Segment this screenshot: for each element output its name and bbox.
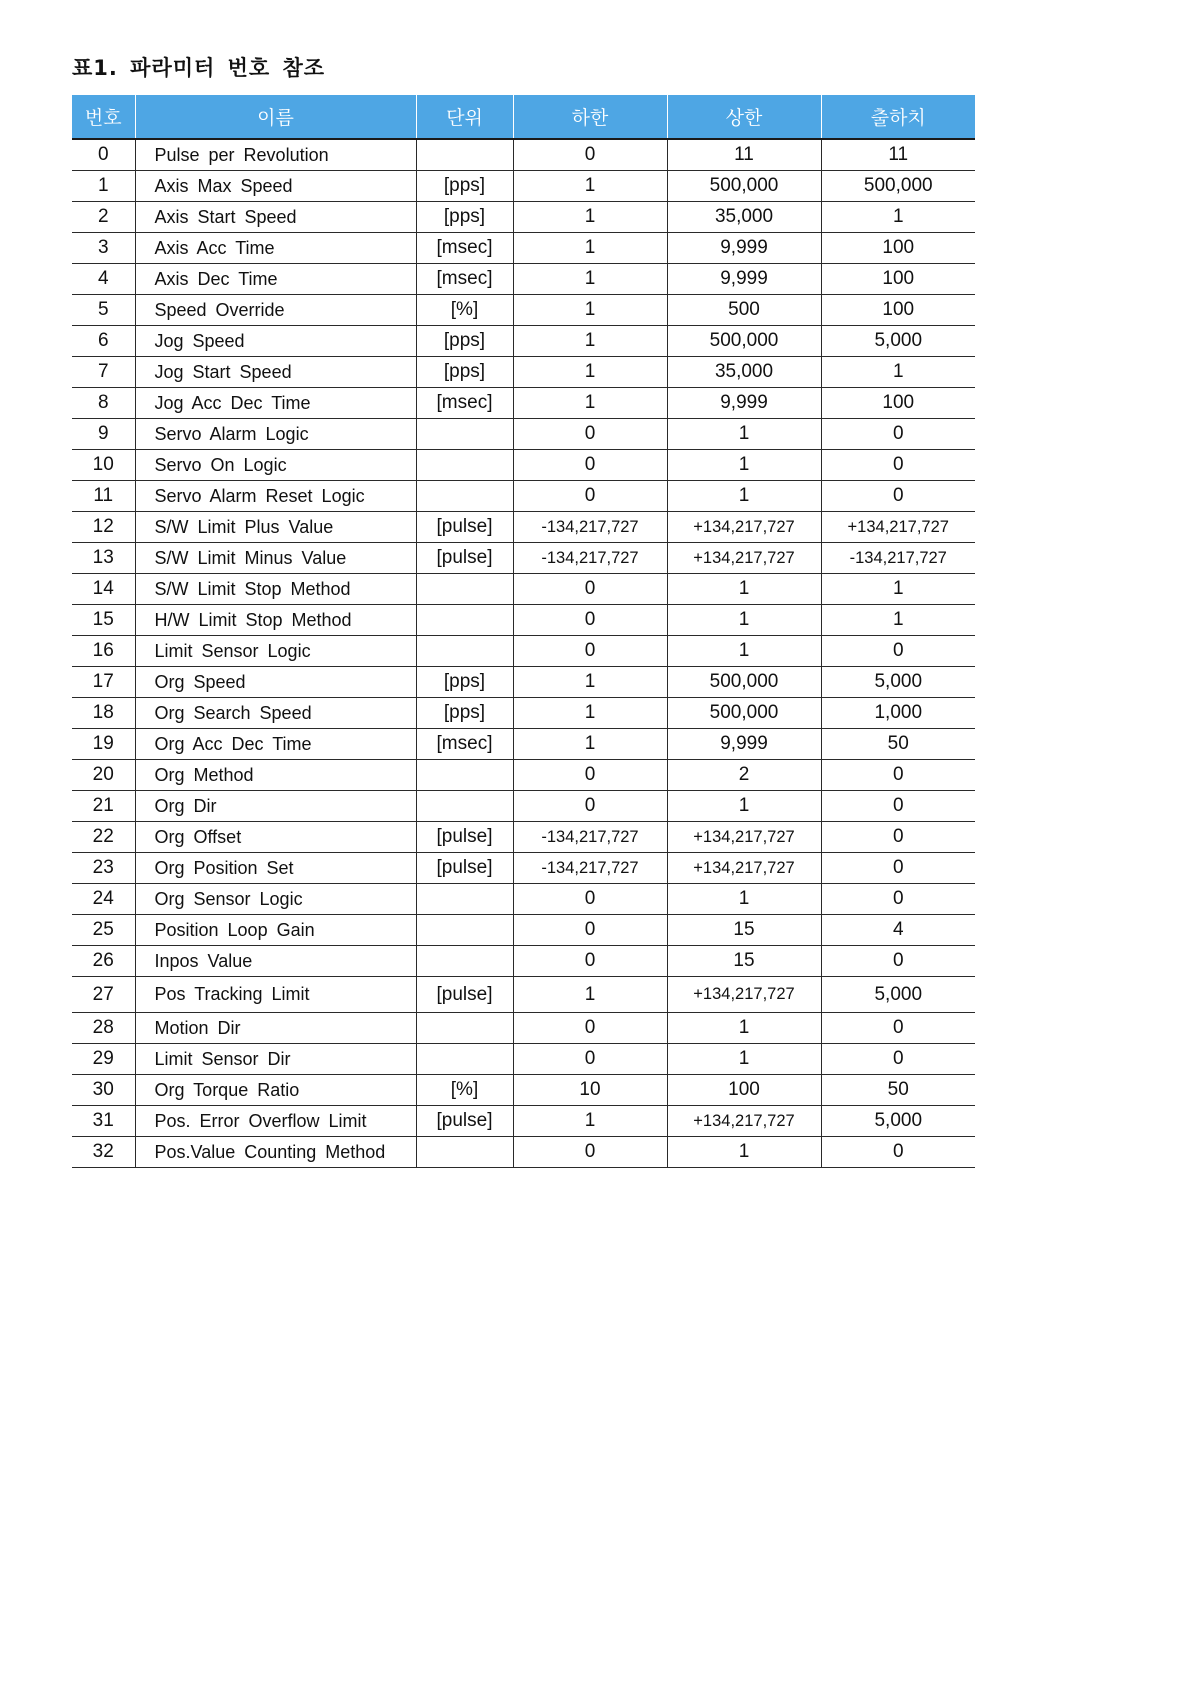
cell-max: 500 [667, 295, 821, 326]
cell-number: 20 [72, 760, 135, 791]
cell-unit: [pulse] [416, 543, 513, 574]
cell-number: 3 [72, 233, 135, 264]
cell-number: 22 [72, 822, 135, 853]
cell-min: 1 [513, 326, 667, 357]
cell-name: Org Sensor Logic [135, 884, 416, 915]
cell-unit [416, 605, 513, 636]
cell-unit [416, 884, 513, 915]
cell-number: 28 [72, 1013, 135, 1044]
cell-default: 1,000 [821, 698, 975, 729]
cell-max: 100 [667, 1075, 821, 1106]
cell-unit [416, 791, 513, 822]
cell-unit: [msec] [416, 233, 513, 264]
table-row [72, 1075, 975, 1106]
cell-min: 0 [513, 450, 667, 481]
cell-default: 0 [821, 636, 975, 667]
cell-unit [416, 1137, 513, 1168]
table-row [72, 171, 975, 202]
table-body [72, 139, 975, 1168]
cell-min: 1 [513, 1106, 667, 1137]
table-row [72, 543, 975, 574]
cell-min: 1 [513, 171, 667, 202]
cell-name: Inpos Value [135, 946, 416, 977]
cell-min: 0 [513, 760, 667, 791]
cell-max: 500,000 [667, 326, 821, 357]
cell-default: 0 [821, 481, 975, 512]
cell-max: 1 [667, 884, 821, 915]
cell-default: -134,217,727 [821, 543, 975, 574]
cell-max: 35,000 [667, 357, 821, 388]
table-row [72, 729, 975, 760]
cell-default: 0 [821, 450, 975, 481]
cell-min: 0 [513, 1044, 667, 1075]
cell-max: 2 [667, 760, 821, 791]
cell-number: 29 [72, 1044, 135, 1075]
cell-max: +134,217,727 [667, 977, 821, 1013]
cell-min: 10 [513, 1075, 667, 1106]
cell-max: 15 [667, 946, 821, 977]
cell-max: 500,000 [667, 171, 821, 202]
cell-max: 9,999 [667, 264, 821, 295]
cell-unit [416, 946, 513, 977]
cell-name: Motion Dir [135, 1013, 416, 1044]
cell-default: 0 [821, 791, 975, 822]
table-row [72, 295, 975, 326]
cell-max: 1 [667, 419, 821, 450]
table-header-row [72, 95, 975, 139]
table-row [72, 605, 975, 636]
cell-min: 0 [513, 139, 667, 171]
cell-unit: [pulse] [416, 977, 513, 1013]
cell-name: S/W Limit Minus Value [135, 543, 416, 574]
cell-name: Org Search Speed [135, 698, 416, 729]
table-row [72, 419, 975, 450]
cell-number: 30 [72, 1075, 135, 1106]
cell-min: 1 [513, 977, 667, 1013]
cell-default: 5,000 [821, 326, 975, 357]
cell-unit [416, 1044, 513, 1075]
cell-name: Axis Acc Time [135, 233, 416, 264]
cell-min: 1 [513, 295, 667, 326]
cell-max: 9,999 [667, 233, 821, 264]
table-row [72, 760, 975, 791]
cell-max: 9,999 [667, 729, 821, 760]
cell-name: Org Method [135, 760, 416, 791]
cell-min: 1 [513, 667, 667, 698]
table-row [72, 822, 975, 853]
cell-min: 0 [513, 636, 667, 667]
cell-number: 15 [72, 605, 135, 636]
cell-name: Axis Start Speed [135, 202, 416, 233]
cell-default: 0 [821, 760, 975, 791]
cell-min: 1 [513, 202, 667, 233]
cell-unit: [pulse] [416, 1106, 513, 1137]
cell-number: 32 [72, 1137, 135, 1168]
cell-min: 0 [513, 915, 667, 946]
cell-number: 6 [72, 326, 135, 357]
cell-unit [416, 481, 513, 512]
cell-name: Jog Speed [135, 326, 416, 357]
cell-unit: [pps] [416, 667, 513, 698]
cell-min: 0 [513, 1137, 667, 1168]
cell-default: 1 [821, 605, 975, 636]
cell-max: 1 [667, 605, 821, 636]
cell-max: +134,217,727 [667, 1106, 821, 1137]
table-row [72, 1137, 975, 1168]
cell-name: Pulse per Revolution [135, 139, 416, 171]
cell-default: 50 [821, 729, 975, 760]
cell-name: Pos.Value Counting Method [135, 1137, 416, 1168]
cell-min: -134,217,727 [513, 512, 667, 543]
cell-default: 5,000 [821, 1106, 975, 1137]
cell-number: 11 [72, 481, 135, 512]
cell-number: 7 [72, 357, 135, 388]
cell-max: 1 [667, 636, 821, 667]
cell-min: 0 [513, 884, 667, 915]
cell-unit [416, 574, 513, 605]
column-header-min: 하한 [513, 95, 667, 139]
cell-name: Pos. Error Overflow Limit [135, 1106, 416, 1137]
cell-unit: [%] [416, 1075, 513, 1106]
cell-max: 1 [667, 1013, 821, 1044]
cell-min: 0 [513, 481, 667, 512]
cell-name: Jog Acc Dec Time [135, 388, 416, 419]
cell-unit: [msec] [416, 729, 513, 760]
cell-number: 5 [72, 295, 135, 326]
cell-unit: [pps] [416, 202, 513, 233]
cell-name: Axis Dec Time [135, 264, 416, 295]
table-row [72, 481, 975, 512]
cell-unit: [pulse] [416, 822, 513, 853]
cell-max: 1 [667, 481, 821, 512]
cell-number: 9 [72, 419, 135, 450]
cell-default: 11 [821, 139, 975, 171]
cell-max: +134,217,727 [667, 543, 821, 574]
cell-number: 0 [72, 139, 135, 171]
cell-default: 0 [821, 419, 975, 450]
table-row [72, 946, 975, 977]
table-row [72, 326, 975, 357]
cell-default: 0 [821, 822, 975, 853]
table-row [72, 202, 975, 233]
cell-max: +134,217,727 [667, 853, 821, 884]
cell-min: -134,217,727 [513, 543, 667, 574]
column-header-name: 이름 [135, 95, 416, 139]
cell-max: +134,217,727 [667, 512, 821, 543]
cell-unit [416, 915, 513, 946]
cell-unit: [pps] [416, 326, 513, 357]
cell-name: Position Loop Gain [135, 915, 416, 946]
table-row [72, 915, 975, 946]
cell-default: 500,000 [821, 171, 975, 202]
table-row [72, 636, 975, 667]
table-row [72, 1013, 975, 1044]
table-row [72, 512, 975, 543]
table-row [72, 791, 975, 822]
cell-unit: [%] [416, 295, 513, 326]
cell-default: 100 [821, 233, 975, 264]
cell-default: 5,000 [821, 667, 975, 698]
cell-min: 1 [513, 233, 667, 264]
column-header-max: 상한 [667, 95, 821, 139]
column-header-number: 번호 [72, 95, 135, 139]
cell-min: 0 [513, 574, 667, 605]
cell-name: S/W Limit Stop Method [135, 574, 416, 605]
column-header-unit: 단위 [416, 95, 513, 139]
cell-name: S/W Limit Plus Value [135, 512, 416, 543]
cell-max: 1 [667, 574, 821, 605]
cell-unit: [msec] [416, 388, 513, 419]
cell-name: Org Dir [135, 791, 416, 822]
table-row [72, 574, 975, 605]
cell-unit: [pps] [416, 698, 513, 729]
cell-min: 1 [513, 698, 667, 729]
cell-name: Pos Tracking Limit [135, 977, 416, 1013]
table-row [72, 853, 975, 884]
cell-min: 1 [513, 729, 667, 760]
cell-name: Org Speed [135, 667, 416, 698]
cell-number: 16 [72, 636, 135, 667]
cell-unit [416, 139, 513, 171]
cell-name: Speed Override [135, 295, 416, 326]
cell-default: 0 [821, 853, 975, 884]
cell-number: 10 [72, 450, 135, 481]
cell-number: 4 [72, 264, 135, 295]
table-row [72, 388, 975, 419]
cell-name: Servo Alarm Reset Logic [135, 481, 416, 512]
cell-name: Axis Max Speed [135, 171, 416, 202]
column-header-default: 출하치 [821, 95, 975, 139]
parameter-table [72, 95, 975, 1168]
cell-min: 0 [513, 1013, 667, 1044]
cell-default: 1 [821, 574, 975, 605]
cell-default: 100 [821, 388, 975, 419]
cell-name: H/W Limit Stop Method [135, 605, 416, 636]
cell-default: 0 [821, 1137, 975, 1168]
cell-number: 19 [72, 729, 135, 760]
cell-unit [416, 1013, 513, 1044]
cell-number: 31 [72, 1106, 135, 1137]
table-row [72, 977, 975, 1013]
cell-max: 1 [667, 450, 821, 481]
cell-max: +134,217,727 [667, 822, 821, 853]
cell-unit: [pulse] [416, 853, 513, 884]
page-title: 표1. 파라미터 번호 참조 [72, 56, 326, 80]
table-row [72, 1044, 975, 1075]
cell-default: +134,217,727 [821, 512, 975, 543]
cell-unit: [pulse] [416, 512, 513, 543]
table-row [72, 698, 975, 729]
cell-min: 1 [513, 357, 667, 388]
cell-max: 11 [667, 139, 821, 171]
cell-default: 0 [821, 1044, 975, 1075]
cell-min: -134,217,727 [513, 853, 667, 884]
cell-number: 18 [72, 698, 135, 729]
cell-name: Limit Sensor Dir [135, 1044, 416, 1075]
cell-number: 1 [72, 171, 135, 202]
cell-min: 0 [513, 605, 667, 636]
cell-default: 1 [821, 357, 975, 388]
cell-number: 27 [72, 977, 135, 1013]
cell-number: 2 [72, 202, 135, 233]
cell-name: Org Torque Ratio [135, 1075, 416, 1106]
cell-number: 12 [72, 512, 135, 543]
cell-default: 0 [821, 1013, 975, 1044]
table-row [72, 1106, 975, 1137]
cell-unit: [pps] [416, 357, 513, 388]
cell-max: 15 [667, 915, 821, 946]
cell-number: 21 [72, 791, 135, 822]
cell-number: 13 [72, 543, 135, 574]
cell-number: 23 [72, 853, 135, 884]
table-row [72, 357, 975, 388]
table-row [72, 450, 975, 481]
cell-default: 4 [821, 915, 975, 946]
cell-default: 50 [821, 1075, 975, 1106]
cell-min: -134,217,727 [513, 822, 667, 853]
cell-number: 24 [72, 884, 135, 915]
cell-max: 1 [667, 1137, 821, 1168]
cell-number: 17 [72, 667, 135, 698]
cell-number: 8 [72, 388, 135, 419]
cell-name: Servo On Logic [135, 450, 416, 481]
cell-max: 500,000 [667, 698, 821, 729]
cell-max: 35,000 [667, 202, 821, 233]
table-row [72, 233, 975, 264]
cell-number: 25 [72, 915, 135, 946]
cell-default: 100 [821, 264, 975, 295]
table-row [72, 264, 975, 295]
cell-unit [416, 419, 513, 450]
cell-min: 1 [513, 264, 667, 295]
table-row [72, 884, 975, 915]
cell-min: 0 [513, 946, 667, 977]
table-row [72, 667, 975, 698]
cell-default: 0 [821, 946, 975, 977]
cell-min: 0 [513, 791, 667, 822]
cell-name: Jog Start Speed [135, 357, 416, 388]
cell-default: 5,000 [821, 977, 975, 1013]
cell-default: 100 [821, 295, 975, 326]
cell-min: 1 [513, 388, 667, 419]
cell-default: 0 [821, 884, 975, 915]
table-row [72, 139, 975, 171]
cell-max: 1 [667, 791, 821, 822]
cell-number: 26 [72, 946, 135, 977]
cell-name: Org Position Set [135, 853, 416, 884]
cell-max: 1 [667, 1044, 821, 1075]
cell-name: Limit Sensor Logic [135, 636, 416, 667]
cell-max: 9,999 [667, 388, 821, 419]
cell-name: Org Offset [135, 822, 416, 853]
cell-unit: [pps] [416, 171, 513, 202]
cell-unit: [msec] [416, 264, 513, 295]
cell-max: 500,000 [667, 667, 821, 698]
cell-name: Servo Alarm Logic [135, 419, 416, 450]
cell-number: 14 [72, 574, 135, 605]
cell-name: Org Acc Dec Time [135, 729, 416, 760]
cell-unit [416, 636, 513, 667]
cell-default: 1 [821, 202, 975, 233]
cell-unit [416, 760, 513, 791]
cell-unit [416, 450, 513, 481]
cell-min: 0 [513, 419, 667, 450]
